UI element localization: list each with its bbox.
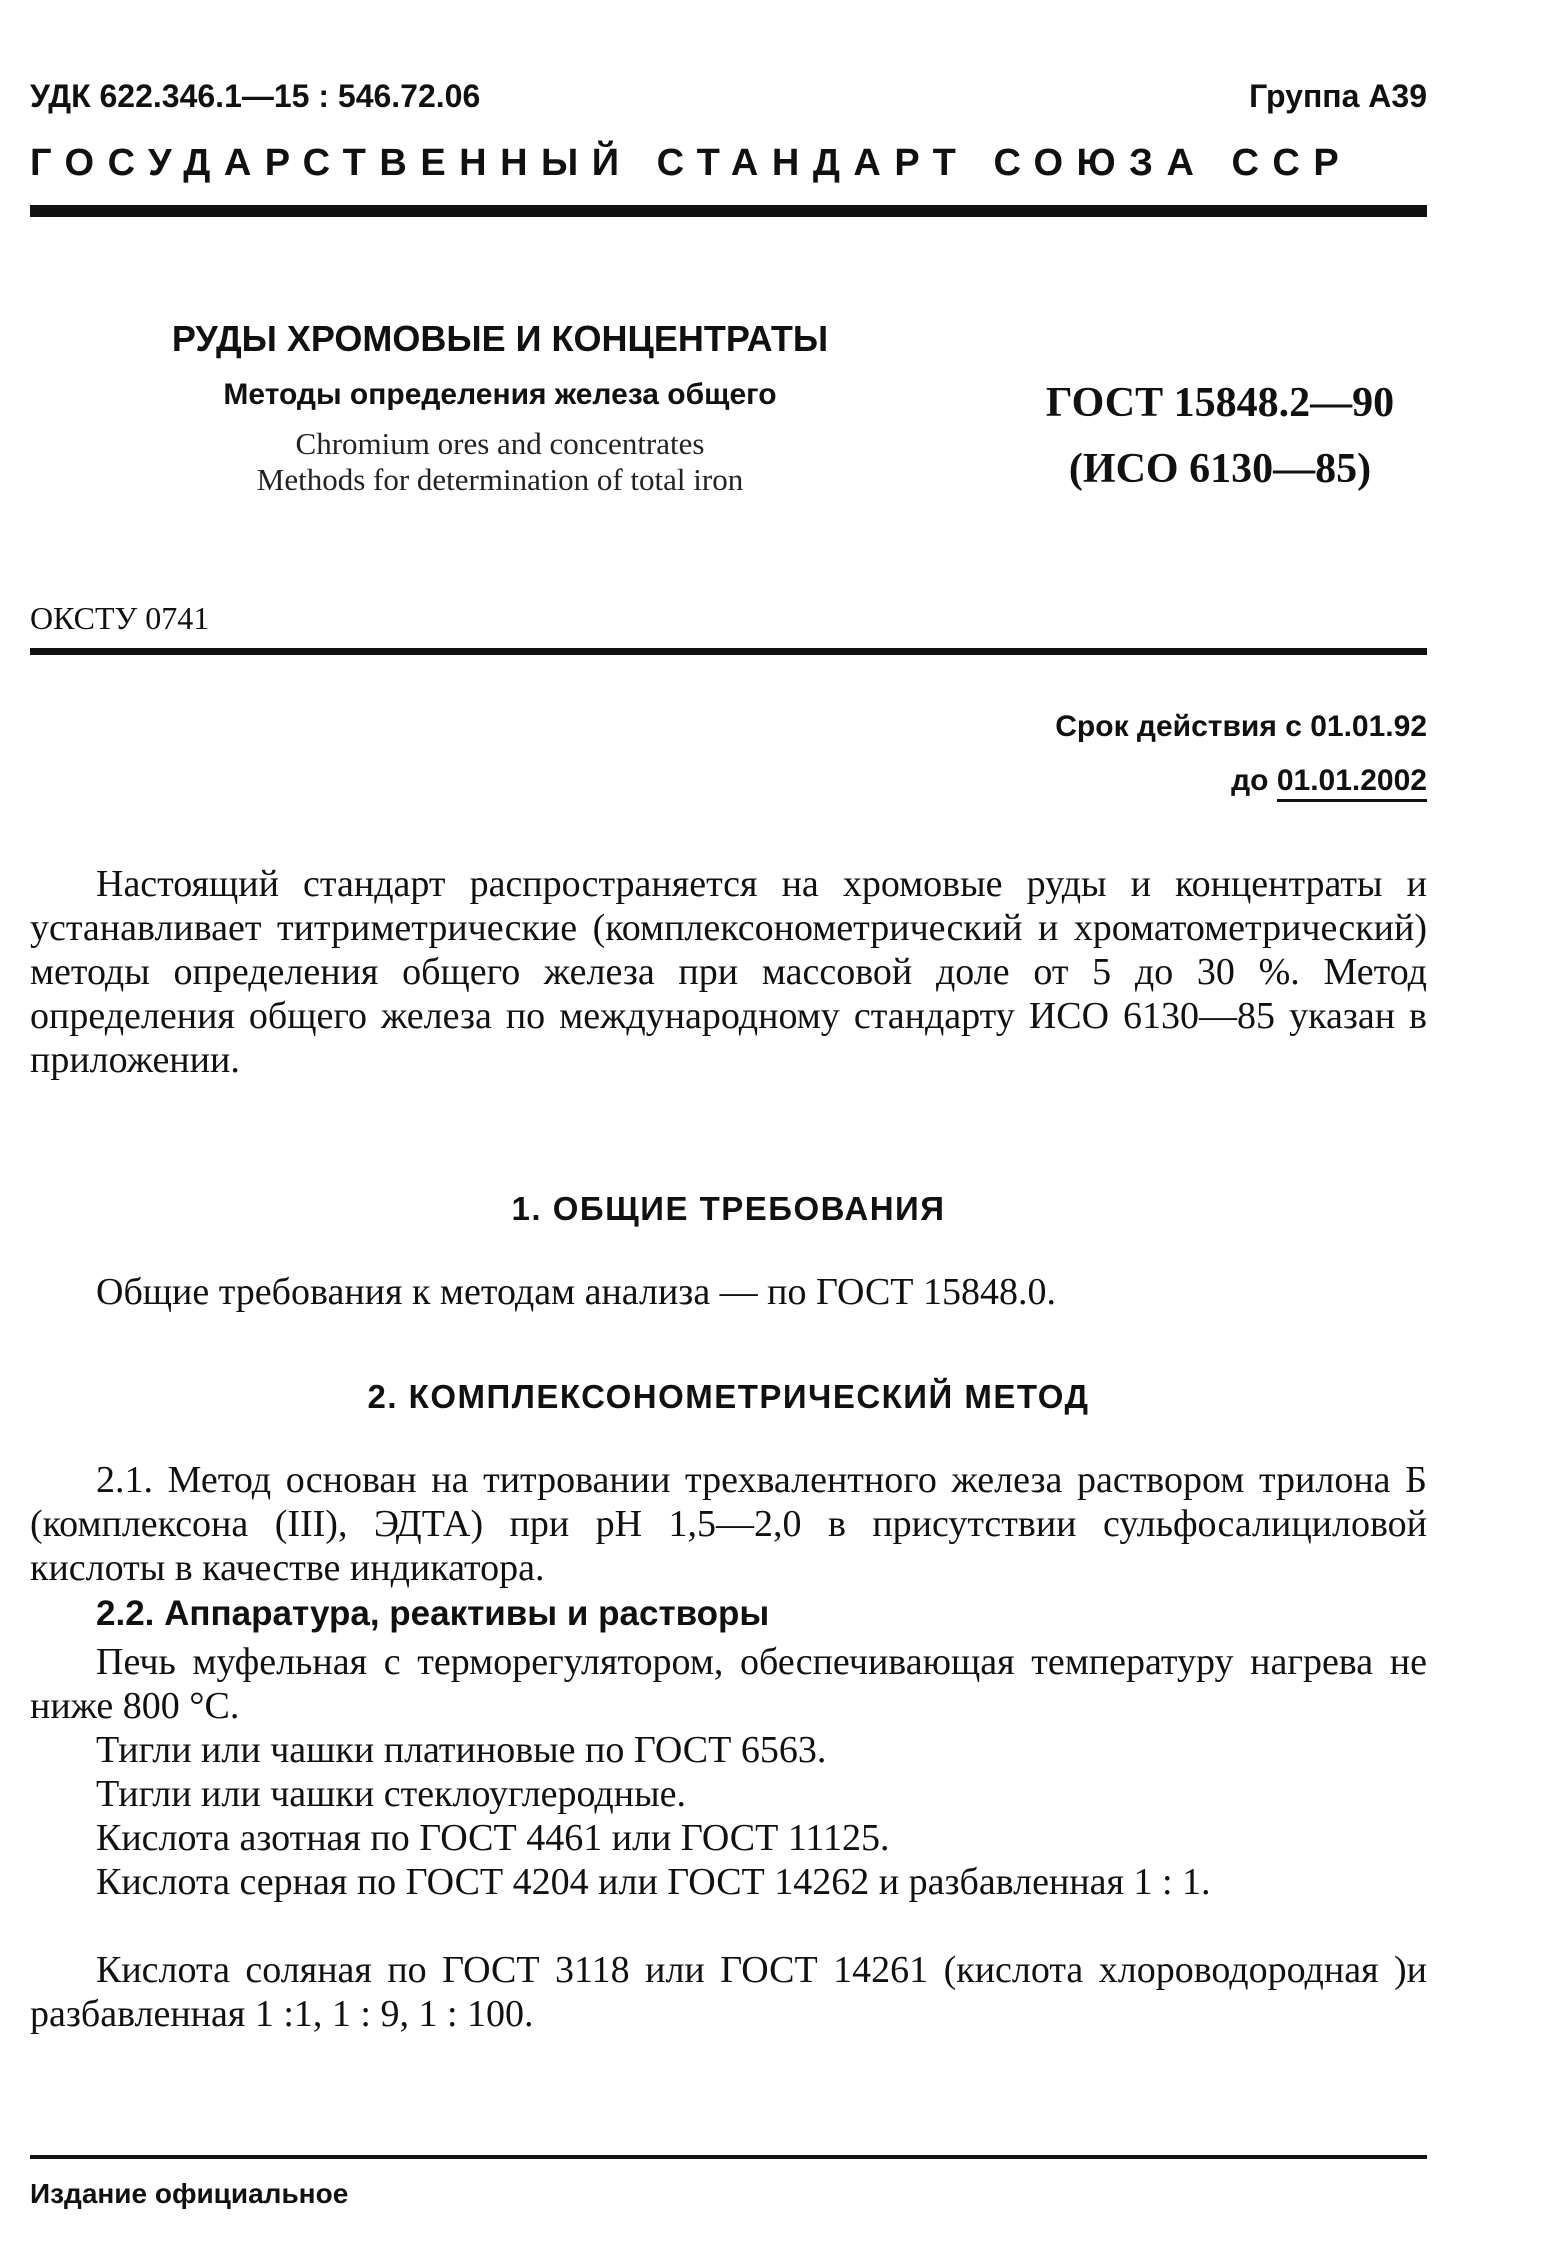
- validity-block: [1055, 700, 1427, 808]
- gost-number-block: [1020, 370, 1420, 502]
- title-ru-main: РУДЫ ХРОМОВЫЕ И КОНЦЕНТРАТЫ: [171, 318, 829, 359]
- validity-to: [1055, 754, 1427, 808]
- header-rule: [30, 205, 1427, 217]
- item-crucibles-glassy-carbon: Тигли или чашки стеклоуглеродные.: [96, 1773, 687, 1815]
- section1-text: Общие требования к методам анализа — по ГОСТ 15848.0.: [96, 1271, 1057, 1313]
- validity-from: Срок действия с 01.01.92: [1055, 710, 1427, 743]
- paragraph-2-1: 2.1. Метод основан на титровании трехвалентного железа раствором трилона Б (комплексона (III), ЭДТА) при pH 1,5—2,0 в присутствии сульфосалициловой кислоты в качестве индикатора.: [30, 1459, 1427, 1589]
- okstu-code: ОКСТУ 0741: [30, 600, 210, 636]
- official-edition-label: Издание официальное: [30, 2178, 349, 2209]
- state-standard-heading: ГОСУДАРСТВЕННЫЙ СТАНДАРТ СОЮЗА ССР: [30, 142, 1353, 184]
- validity-to-label: до: [1231, 764, 1269, 797]
- validity-to-date: 01.01.2002: [1277, 764, 1427, 802]
- okstu-rule: [30, 648, 1427, 655]
- item-nitric-acid: Кислота азотная по ГОСТ 4461 или ГОСТ 11125.: [96, 1817, 890, 1859]
- iso-number: (ИСО 6130—85): [1068, 446, 1372, 492]
- title-en-line2: Methods for determination of total iron: [256, 462, 744, 497]
- title-en-line1: Chromium ores and concentrates: [295, 426, 705, 461]
- udk-code: УДК 622.346.1—15 : 546.72.06: [30, 78, 481, 114]
- item-furnace: Печь муфельная с терморегулятором, обеспечивающая температуру нагрева не ниже 800 °С.: [30, 1641, 1427, 1727]
- item-sulfuric-acid: Кислота серная по ГОСТ 4204 или ГОСТ 14262 и разбавленная 1 : 1.: [96, 1861, 1211, 1903]
- item-hydrochloric-acid: Кислота соляная по ГОСТ 3118 или ГОСТ 14261 (кислота хлороводородная )и разбавленная 1 :1, 1 : 9, 1 : 100.: [30, 1949, 1427, 2035]
- section1-heading: 1. ОБЩИЕ ТРЕБОВАНИЯ: [511, 1190, 946, 1227]
- gost-number: ГОСТ 15848.2—90: [1045, 380, 1395, 426]
- item-crucibles-platinum: Тигли или чашки платиновые по ГОСТ 6563.: [96, 1729, 827, 1771]
- title-ru-sub: Методы определения железа общего: [223, 378, 777, 411]
- footer-rule: [30, 2155, 1427, 2159]
- title-block: [140, 318, 860, 498]
- paragraph-2-2-heading: 2.2. Аппаратура, реактивы и растворы: [96, 1594, 770, 1633]
- group-code: Группа А39: [1249, 78, 1427, 114]
- section2-heading: 2. КОМПЛЕКСОНОМЕТРИЧЕСКИЙ МЕТОД: [367, 1378, 1090, 1415]
- intro-paragraph: Настоящий стандарт распространяется на хромовые руды и концентраты и устанавливает титриметрические (комплексонометрический и хроматометрический) методы определения общего железа при массовой доле от 5 до 30 %. Метод определения общего железа по международному стандарту ИСО 6130—85 указан в приложении.: [30, 863, 1427, 1081]
